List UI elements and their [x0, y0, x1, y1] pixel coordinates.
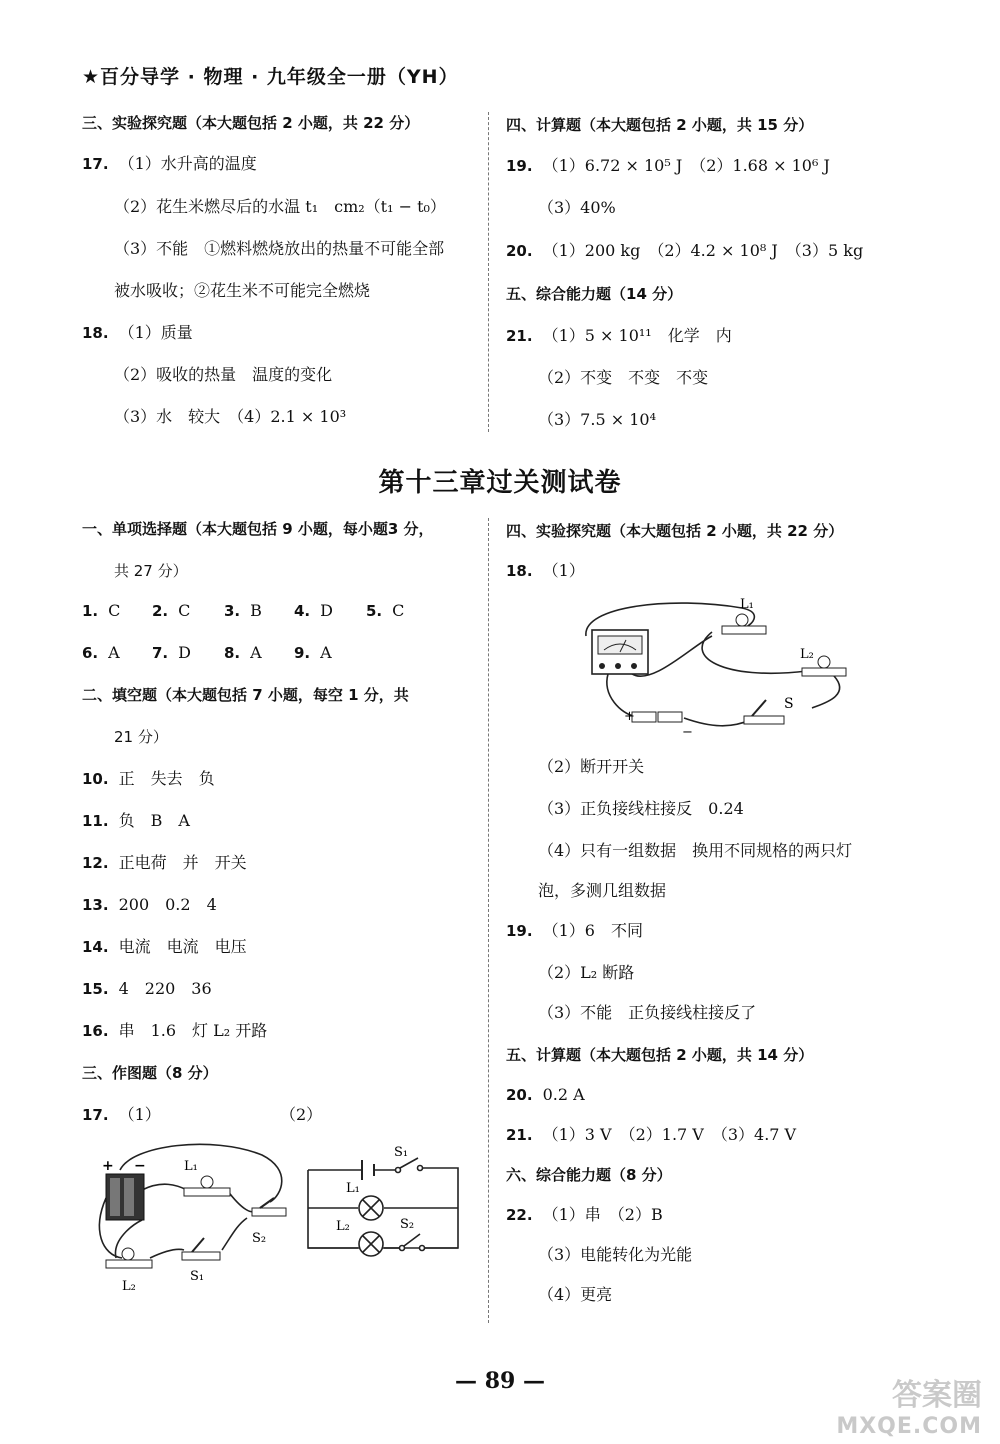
battery-plus-label: + — [624, 709, 635, 724]
mc-item: 5. C — [366, 601, 405, 620]
section-heading: 五、综合能力题（14 分） — [506, 285, 683, 303]
section-heading-continued: 共 27 分） — [114, 562, 188, 580]
question-18 — [82, 322, 193, 344]
question-18: 18. （1） — [506, 561, 585, 580]
battery-icon — [632, 712, 682, 722]
section-heading: 六、综合能力题（8 分） — [506, 1166, 672, 1184]
question-20: 20. 0.2 A — [506, 1085, 585, 1104]
answer-text: （1）6.72 × 10⁵ J （2）1.68 × 10⁶ J — [542, 156, 830, 175]
answer-text: （3）电能转化为光能 — [538, 1245, 693, 1264]
fill-item: 10. 正 失去 负 — [82, 769, 215, 788]
circuit-schematic-figure-2 — [300, 1146, 470, 1258]
question-number: 18. — [82, 324, 109, 342]
question-number: 19. — [506, 157, 533, 175]
ammeter-icon — [592, 630, 648, 674]
section-heading-continued: 21 分） — [114, 728, 168, 746]
section-heading: 二、填空题（本大题包括 7 小题，每空 1 分，共 — [82, 686, 409, 704]
switch-s2-label: S₂ — [400, 1217, 415, 1232]
answer-text: （4）只有一组数据 换用不同规格的两只灯 — [538, 841, 853, 860]
column-divider-bottom — [488, 518, 489, 1323]
answer-text: （4）更亮 — [538, 1285, 613, 1304]
book-header: ★百分导学 · 物理 · 九年级全一册（YH） — [82, 66, 459, 88]
lamp-l1-icon — [722, 614, 766, 634]
section-heading: 五、计算题（本大题包括 2 小题，共 14 分） — [506, 1046, 814, 1064]
question-21 — [506, 325, 732, 347]
question-17 — [82, 153, 257, 175]
watermark — [836, 1370, 982, 1439]
mc-row — [82, 642, 366, 664]
mc-row — [82, 600, 426, 622]
circuit-physical-figure-1 — [92, 1140, 292, 1300]
question-17-drawing: 17. （1） — [82, 1105, 161, 1124]
section-heading: 三、作图题（8 分） — [82, 1064, 218, 1082]
mc-item: 2. C — [152, 601, 191, 620]
question-number: 17. — [82, 155, 109, 173]
lamp-l2-label: L₂ — [122, 1279, 136, 1294]
fill-item: 12. 正电荷 并 开关 — [82, 853, 247, 872]
answer-text: 被水吸收；②花生米不可能完全燃烧 — [114, 281, 371, 300]
battery-symbol-icon — [362, 1160, 374, 1180]
fill-item: 15. 4 220 36 — [82, 979, 212, 998]
answer-text: （2）L₂ 断路 — [538, 963, 635, 982]
switch-s1-symbol-icon — [396, 1158, 423, 1173]
answer-text: （2）不变 不变 不变 — [538, 368, 709, 387]
switch-s2-icon — [252, 1198, 286, 1216]
mc-item: 3. B — [224, 601, 262, 620]
question-number: 20. — [506, 242, 533, 260]
switch-s2-label: S₂ — [252, 1231, 267, 1246]
fill-item: 13. 200 0.2 4 — [82, 895, 217, 914]
switch-s1-icon — [182, 1238, 220, 1260]
mc-item: 8. A — [224, 643, 262, 662]
answer-text: （3）不能 ①燃料燃烧放出的热量不可能全部 — [114, 239, 445, 258]
question-19: 19. （1）6 不同 — [506, 921, 643, 940]
answer-text: （3）正负接线柱接反 0.24 — [538, 799, 744, 818]
mc-item: 6. A — [82, 643, 120, 662]
mc-item: 9. A — [294, 643, 332, 662]
answer-text: （2）断开开关 — [538, 757, 645, 776]
ammeter-circuit-figure-3 — [572, 596, 862, 746]
lamp-l2-label: L₂ — [336, 1219, 350, 1234]
answer-text: （1）水升高的温度 — [118, 154, 257, 173]
question-21: 21. （1）3 V （2）1.7 V （3）4.7 V — [506, 1125, 797, 1144]
lamp-l2-label: L₂ — [800, 647, 814, 662]
section-heading: 三、实验探究题（本大题包括 2 小题，共 22 分） — [82, 114, 420, 132]
page-number: — 89 — — [455, 1368, 545, 1394]
answer-text: （2）花生米燃尽后的水温 t₁ cm₂（t₁ − t₀） — [114, 197, 446, 216]
question-22: 22. （1）串 （2）B — [506, 1205, 663, 1224]
battery-plus-label: + — [102, 1158, 114, 1174]
battery-minus-label: − — [134, 1158, 146, 1174]
answer-text: 泡，多测几组数据 — [538, 881, 667, 900]
battery-icon — [106, 1174, 144, 1220]
lamp-l1-label: L₁ — [740, 597, 754, 612]
fill-item: 16. 串 1.6 灯 L₂ 开路 — [82, 1021, 268, 1040]
answer-text: （2）吸收的热量 温度的变化 — [114, 365, 333, 384]
lamp-l1-icon — [184, 1176, 230, 1196]
battery-minus-label: − — [682, 725, 693, 740]
switch-s-icon — [744, 700, 784, 724]
chapter-title: 第十三章过关测试卷 — [378, 468, 622, 498]
answer-text: （3）不能 正负接线柱接反了 — [538, 1003, 757, 1022]
watermark-line1: 答案圈 — [892, 1378, 982, 1413]
mc-item: 7. D — [152, 643, 191, 662]
switch-s-label: S — [784, 696, 794, 712]
lamp-l2-symbol-icon — [359, 1232, 383, 1256]
fill-item: 14. 电流 电流 电压 — [82, 937, 247, 956]
fill-item: 11. 负 B A — [82, 811, 190, 830]
answer-text: （1）200 kg （2）4.2 × 10⁸ J （3）5 kg — [542, 241, 864, 260]
question-number: 21. — [506, 327, 533, 345]
question-19 — [506, 155, 830, 177]
switch-s1-label: S₁ — [394, 1146, 409, 1160]
answer-text: （3）水 较大 （4）2.1 × 10³ — [114, 407, 347, 426]
section-heading: 四、计算题（本大题包括 2 小题，共 15 分） — [506, 116, 814, 134]
mc-item: 1. C — [82, 601, 121, 620]
lamp-l1-label: L₁ — [184, 1159, 198, 1174]
answer-text: （1）5 × 10¹¹ 化学 内 — [542, 326, 732, 345]
lamp-l2-icon — [106, 1248, 152, 1268]
section-heading: 一、单项选择题（本大题包括 9 小题，每小题3 分， — [82, 520, 434, 538]
section-heading: 四、实验探究题（本大题包括 2 小题，共 22 分） — [506, 522, 844, 540]
lamp-l1-symbol-icon — [359, 1196, 383, 1220]
watermark-line2: MXQE.COM — [836, 1414, 982, 1439]
mc-item: 4. D — [294, 601, 333, 620]
question-17-part2: （2） — [280, 1105, 323, 1124]
question-20 — [506, 240, 863, 262]
answer-text: （3）7.5 × 10⁴ — [538, 410, 656, 429]
answer-text: （1）质量 — [118, 323, 193, 342]
column-divider-top — [488, 112, 489, 432]
switch-s1-label: S₁ — [190, 1269, 205, 1284]
answer-text: （3）40% — [538, 198, 616, 217]
lamp-l1-label: L₁ — [346, 1181, 360, 1196]
